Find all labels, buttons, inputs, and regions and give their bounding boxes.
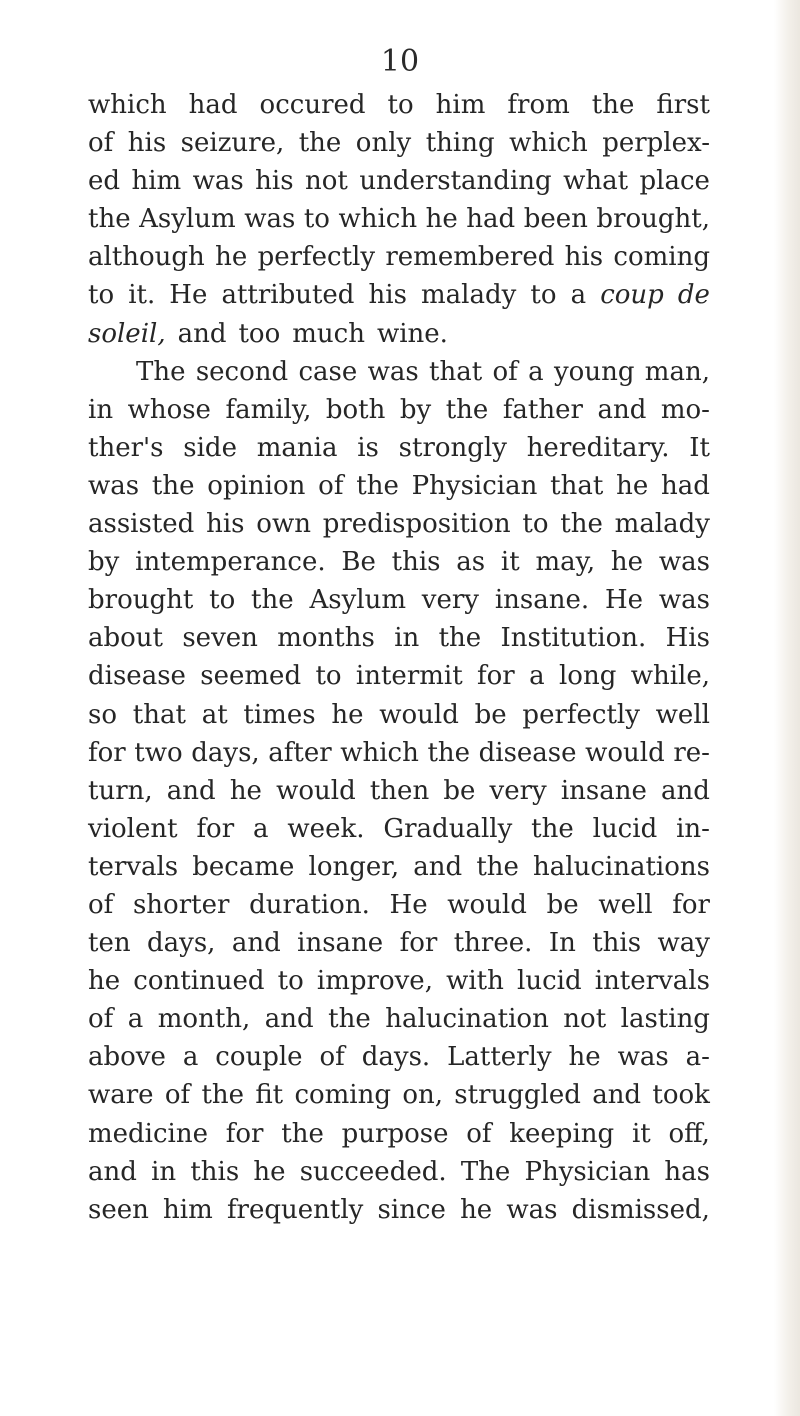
word: mo-: [660, 394, 710, 425]
word: days,: [191, 737, 260, 768]
word: It: [689, 432, 710, 463]
word: ther's: [88, 432, 164, 463]
word: coming: [613, 242, 710, 273]
word: would: [276, 775, 356, 806]
word: although: [88, 242, 205, 273]
word: for: [196, 813, 235, 844]
word: the: [251, 585, 294, 616]
word: man,: [644, 356, 710, 387]
word: a: [182, 1042, 199, 1073]
word: In: [548, 928, 576, 959]
word: had: [188, 90, 238, 120]
word: the: [476, 851, 519, 882]
word: purpose: [341, 1118, 449, 1149]
word: the: [356, 470, 399, 501]
word: would: [447, 889, 527, 920]
text-line: [88, 429, 710, 467]
text-line: [88, 886, 710, 924]
word: he: [253, 1156, 286, 1187]
word: days,: [147, 928, 216, 959]
text-line: [88, 315, 710, 353]
word: his: [368, 280, 407, 311]
word: he: [88, 966, 121, 997]
word: and: [661, 775, 710, 806]
word: this: [592, 928, 642, 959]
word: tervals: [88, 851, 179, 882]
word: coming: [294, 1080, 392, 1111]
word: became: [192, 851, 295, 882]
word: struggled: [454, 1080, 581, 1111]
word: he: [229, 775, 262, 806]
word: at: [201, 699, 228, 730]
word: long: [558, 661, 617, 692]
word: he: [610, 547, 644, 578]
word: not: [563, 1004, 607, 1035]
word: malady: [614, 509, 710, 540]
word: his: [127, 128, 167, 159]
word: may,: [535, 547, 596, 578]
word: times: [243, 699, 316, 730]
word: couple: [215, 1042, 303, 1073]
text-line: [88, 619, 710, 657]
word: thing: [425, 128, 495, 159]
word: very: [489, 775, 547, 806]
word: young: [553, 356, 635, 387]
text-line: [88, 1191, 710, 1229]
word: has: [664, 1156, 710, 1187]
word: halucinations: [533, 851, 710, 882]
text-line: [88, 1038, 710, 1076]
word: side: [183, 432, 237, 463]
word: from: [507, 90, 570, 120]
word: week.: [287, 813, 365, 844]
text-line: [88, 276, 710, 314]
word: predisposition: [322, 509, 511, 540]
word: in: [151, 1156, 177, 1187]
word: and: [177, 318, 227, 349]
word: for: [399, 928, 438, 959]
word: the: [445, 394, 489, 425]
word: which: [509, 128, 588, 159]
word: re-: [673, 737, 710, 768]
word: fit: [255, 1080, 284, 1111]
word: for: [225, 1118, 264, 1149]
text-line: [88, 124, 710, 162]
word: him: [435, 90, 486, 120]
word: Be: [341, 547, 376, 578]
word: whose: [127, 394, 211, 425]
word: seemed: [200, 661, 302, 692]
word: Gradually: [383, 813, 513, 844]
word: to: [522, 509, 549, 540]
word: is: [357, 432, 379, 463]
word: de: [677, 280, 710, 311]
word: and: [413, 851, 463, 882]
word: in-: [676, 813, 710, 844]
word: his: [206, 509, 245, 540]
word: longer,: [308, 851, 400, 882]
word: own: [256, 509, 311, 540]
word: Physician: [411, 470, 538, 501]
text-line: [88, 734, 710, 772]
word: then: [369, 775, 430, 806]
word: to: [209, 585, 236, 616]
word: first: [656, 90, 710, 120]
word: He: [604, 585, 643, 616]
word: for: [88, 737, 126, 768]
word: brought: [88, 585, 194, 616]
word: this: [391, 547, 441, 578]
word: was: [367, 356, 419, 387]
word: both: [325, 394, 386, 425]
text-line: [88, 505, 710, 543]
word: and: [166, 775, 216, 806]
text-line: [88, 1000, 710, 1038]
word: the: [328, 1004, 371, 1035]
word: was: [244, 204, 296, 235]
word: to: [315, 661, 342, 692]
word: perfectly: [522, 699, 640, 730]
word: and: [264, 1004, 314, 1035]
word: the: [427, 737, 471, 768]
word: he: [616, 470, 649, 501]
word: and: [597, 394, 647, 425]
word: that: [550, 470, 604, 501]
word: and: [592, 1080, 642, 1111]
word: duration.: [249, 889, 370, 920]
word: was: [88, 470, 140, 501]
word: His: [665, 623, 710, 654]
word: only: [355, 128, 412, 159]
page-edge-shadow: [774, 0, 800, 1416]
word: not: [305, 166, 348, 197]
word: turn,: [88, 775, 153, 806]
word: too: [238, 318, 281, 349]
word: to: [303, 204, 330, 235]
word: Asylum: [139, 204, 236, 235]
word: violent: [88, 813, 178, 844]
text-line: [88, 581, 710, 619]
text-line: [88, 1115, 710, 1153]
word: to: [88, 280, 115, 311]
word: lasting: [620, 1004, 710, 1035]
text-line: [88, 162, 710, 200]
word: it.: [128, 280, 156, 311]
text-line: [88, 391, 710, 429]
word: days.: [361, 1042, 431, 1073]
word: he: [568, 1042, 601, 1073]
body-text: [88, 86, 710, 1229]
word: to: [387, 90, 414, 120]
word: about: [88, 623, 163, 654]
word: by: [399, 394, 432, 425]
page-number: 10: [380, 44, 420, 79]
word: Latterly: [447, 1042, 552, 1073]
word: intervals: [594, 966, 710, 997]
word: be: [546, 889, 579, 920]
word: remembered: [385, 242, 555, 273]
word: seven: [182, 623, 258, 654]
text-line: [88, 467, 710, 505]
word: mania: [256, 432, 338, 463]
word: lucid: [517, 966, 582, 997]
word: the: [151, 470, 195, 501]
text-line: [88, 696, 710, 734]
word: on,: [402, 1080, 443, 1111]
word: way: [657, 928, 710, 959]
word: halucination: [385, 1004, 549, 1035]
word: he: [425, 204, 458, 235]
text-line: [88, 848, 710, 886]
word: occured: [259, 90, 366, 120]
word: he: [460, 1194, 493, 1225]
word: of: [466, 1118, 492, 1149]
word: well: [598, 889, 653, 920]
word: which: [340, 737, 419, 768]
word: was: [658, 585, 710, 616]
word: malady: [421, 280, 517, 311]
word: intemperance.: [135, 547, 326, 578]
word: case: [298, 356, 358, 387]
word: insane.: [494, 585, 590, 616]
text-line: [88, 657, 710, 695]
word: above: [88, 1042, 166, 1073]
word: the: [531, 813, 574, 844]
word: a: [570, 280, 587, 311]
word: strongly: [398, 432, 507, 463]
word: as: [456, 547, 486, 578]
word: took: [652, 1080, 710, 1111]
word: a: [253, 813, 269, 844]
word: succeeded.: [299, 1156, 447, 1187]
word: perplex-: [602, 128, 710, 159]
word: was: [192, 166, 244, 197]
word: a: [127, 1004, 144, 1035]
word: it: [631, 1118, 651, 1149]
text-line: [88, 200, 710, 238]
word: ten: [88, 928, 131, 959]
word: to: [277, 966, 304, 997]
word: frequently: [226, 1194, 364, 1225]
word: he: [215, 242, 248, 273]
word: the: [201, 1080, 245, 1111]
word: lucid: [592, 813, 658, 844]
word: well: [655, 699, 710, 730]
word: with: [446, 966, 504, 997]
word: brought,: [596, 204, 710, 235]
word: to: [530, 280, 557, 311]
word: insane: [560, 775, 647, 806]
text-line: [88, 810, 710, 848]
word: was: [506, 1194, 558, 1225]
word: of: [88, 1004, 114, 1035]
word: Institution.: [500, 623, 647, 654]
word: of: [318, 470, 344, 501]
word: Physician: [524, 1156, 651, 1187]
word: hereditary.: [526, 432, 670, 463]
word: he: [331, 699, 364, 730]
word: place: [639, 166, 710, 197]
word: medicine: [88, 1118, 209, 1149]
word: his: [564, 242, 604, 273]
word: was: [658, 547, 710, 578]
word: He: [389, 889, 428, 920]
text-line: [88, 238, 710, 276]
word: opinion: [207, 470, 306, 501]
word: in: [88, 394, 114, 425]
word: a: [529, 661, 545, 692]
word: what: [563, 166, 629, 197]
word: the: [591, 90, 635, 120]
word: since: [377, 1194, 446, 1225]
text-line: [88, 353, 710, 391]
word: The: [460, 1156, 511, 1187]
word: intermit: [355, 661, 463, 692]
word: the: [560, 509, 603, 540]
word: three.: [453, 928, 533, 959]
word: The: [136, 356, 186, 387]
word: that: [429, 356, 483, 387]
word: perfectly: [257, 242, 376, 273]
word: months: [277, 623, 375, 654]
word: He: [169, 280, 208, 311]
word: off,: [668, 1118, 710, 1149]
word: soleil,: [88, 318, 166, 349]
word: so: [88, 699, 117, 730]
word: would: [379, 699, 459, 730]
word: the: [298, 128, 342, 159]
word: ed: [88, 166, 121, 197]
word: of: [492, 356, 518, 387]
word: of: [319, 1042, 345, 1073]
word: and: [231, 928, 281, 959]
word: had: [661, 470, 710, 501]
word: be: [443, 775, 476, 806]
word: been: [523, 204, 588, 235]
word: a-: [685, 1042, 710, 1073]
word: a: [528, 356, 544, 387]
word: of: [164, 1080, 191, 1111]
word: understanding: [359, 166, 552, 197]
word: of: [88, 889, 114, 920]
word: shorter: [132, 889, 230, 920]
word: had: [466, 204, 516, 235]
word: wine.: [376, 318, 448, 349]
word: family,: [225, 394, 312, 425]
word: for: [477, 661, 515, 692]
word: was: [617, 1042, 669, 1073]
word: keeping: [509, 1118, 615, 1149]
word: for: [672, 889, 710, 920]
word: the: [281, 1118, 324, 1149]
word: while,: [630, 661, 710, 692]
word: after: [268, 737, 332, 768]
word: disease: [88, 661, 186, 692]
word: very: [421, 585, 479, 616]
word: seen: [88, 1194, 149, 1225]
word: his: [255, 166, 294, 197]
word: it: [500, 547, 520, 578]
word: coup: [600, 280, 664, 311]
word: Asylum: [309, 585, 406, 616]
text-line: [88, 1076, 710, 1114]
word: insane: [297, 928, 384, 959]
text-line: [88, 924, 710, 962]
word: which: [338, 204, 418, 235]
word: second: [195, 356, 289, 387]
word: seizure,: [180, 128, 285, 159]
word: the: [438, 623, 482, 654]
word: ware: [88, 1080, 154, 1111]
word: dismissed,: [571, 1194, 710, 1225]
word: improve,: [316, 966, 433, 997]
word: of: [88, 128, 114, 159]
text-line: [88, 772, 710, 810]
word: him: [163, 1194, 213, 1225]
word: in: [394, 623, 420, 654]
text-line: [88, 543, 710, 581]
word: which: [88, 90, 167, 120]
word: by: [88, 547, 120, 578]
word: two: [134, 737, 183, 768]
word: would: [585, 737, 665, 768]
word: be: [474, 699, 507, 730]
word: him: [131, 166, 182, 197]
word: father: [502, 394, 583, 425]
word: disease: [478, 737, 577, 768]
text-line: [88, 1153, 710, 1191]
word: the: [88, 204, 131, 235]
word: much: [292, 318, 365, 349]
word: assisted: [88, 509, 195, 540]
word: continued: [133, 966, 265, 997]
word: month,: [157, 1004, 251, 1035]
word: attributed: [221, 280, 355, 311]
word: and: [88, 1156, 137, 1187]
text-line: [88, 962, 710, 1000]
text-line: [88, 86, 710, 124]
word: this: [190, 1156, 240, 1187]
word: that: [132, 699, 186, 730]
